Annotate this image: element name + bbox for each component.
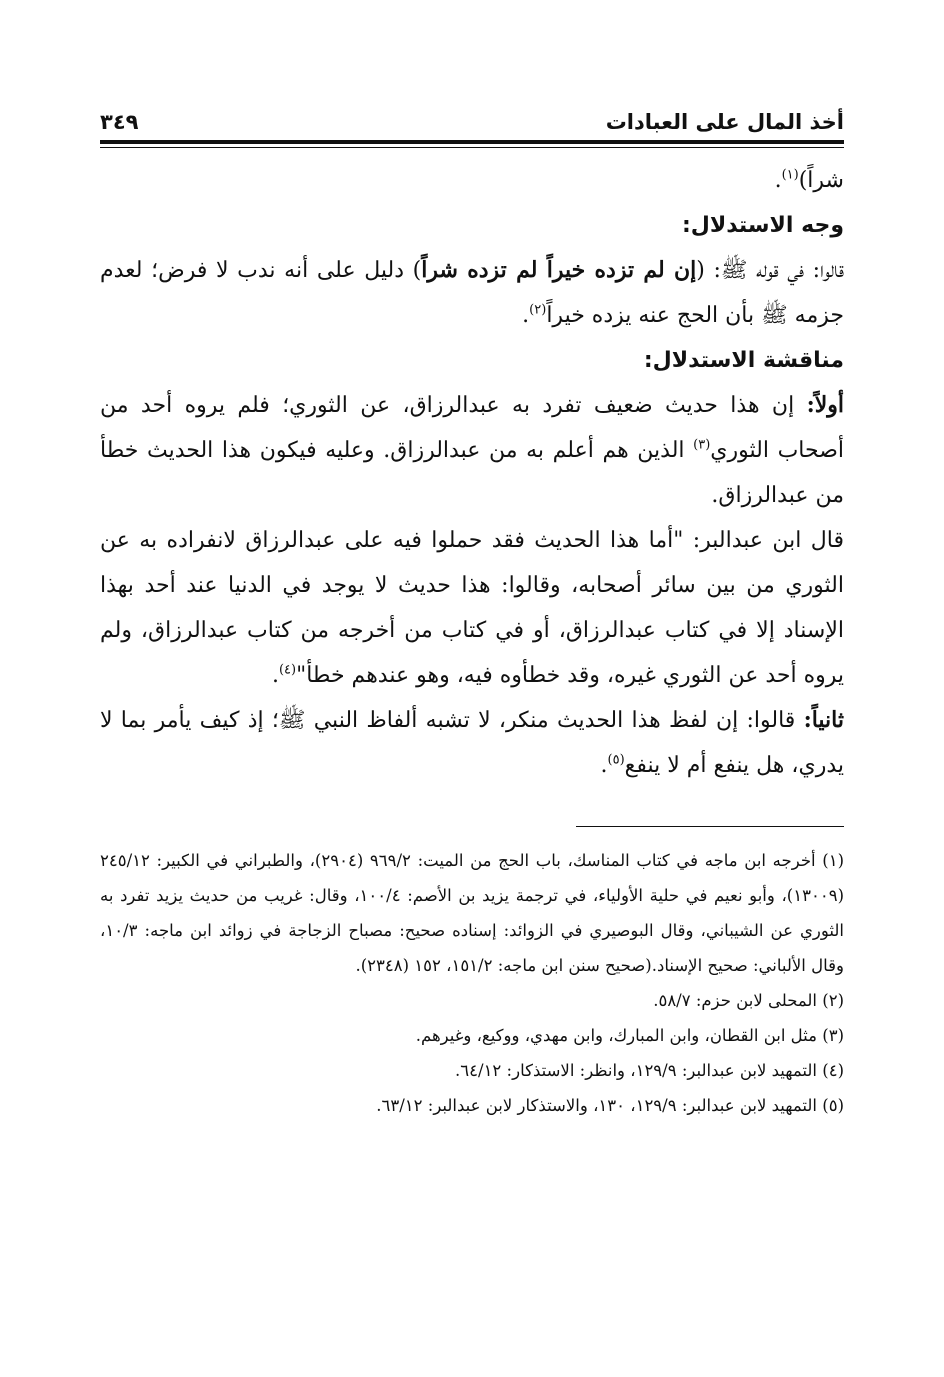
footnote-5: (٥) التمهيد لابن عبدالبر: ١٢٩/٩، ١٣٠، والاستذكار لابن عبدالبر: ٦٣/١٢.: [376, 1096, 844, 1115]
footnote-ref-2[interactable]: (٢): [529, 302, 547, 318]
paragraph-4-end: .: [271, 663, 279, 688]
paragraph-5-lead: ثانياً:: [803, 707, 844, 733]
footnote-ref-5[interactable]: (٥): [607, 752, 625, 768]
header-rule-thick: [100, 140, 844, 144]
paragraph-1-text: شراً): [798, 168, 844, 193]
book-page: [100, 100, 844, 1123]
header-rule-thin: [100, 147, 844, 148]
paragraph-2-text-c: ) دليل على أنه ندب لا فرض؛ لعدم جزمه ﷺ بأن الحج عنه يزده خيراً: [100, 258, 844, 328]
paragraph-1: [100, 158, 844, 203]
footnote-ref-1[interactable]: (١): [781, 167, 799, 183]
footnote-ref-3[interactable]: (٣): [693, 437, 711, 453]
running-header: [100, 100, 844, 134]
paragraph-4: [100, 518, 844, 698]
paragraph-5: [100, 698, 844, 788]
heading-discussion: مناقشة الاستدلال:: [643, 348, 844, 373]
main-text: [100, 158, 844, 788]
footnote-2: (٢) المحلى لابن حزم: ٥٨/٧.: [653, 991, 844, 1010]
header-title: أخذ المال على العبادات: [605, 110, 844, 134]
heading-evidence: وجه الاستدلال:: [681, 213, 844, 238]
paragraph-3-text-a: إن هذا حديث ضعيف تفرد به عبدالرزاق، عن الثوري؛ فلم يروه أحد من أصحاب الثوري: [100, 393, 844, 463]
paragraph-1-end: .: [774, 168, 782, 193]
paragraph-3-text-b: الذين هم أعلم به من عبدالرزاق. وعليه فيكون هذا الحديث خطأ من عبدالرزاق.: [100, 438, 844, 508]
paragraph-4-text: قال ابن عبدالبر: "أما هذا الحديث فقد حملوا فيه على عبدالرزاق لانفراده به عن الثوري من بين سائر أصحابه، وقالوا: هذا حديث لا يوجد في الدنيا عند أحد بهذا الإسناد إلا في كتاب عبدالرزاق، أو في كتاب من أخرجه من كتاب عبدالرزاق، ولم يروه أحد عن الثوري غيره، وقد خطأوه فيه، وهو عندهم خطأ": [100, 528, 844, 688]
paragraph-2-quote: إن لم تزده خيراً لم تزده شراً: [421, 257, 697, 283]
paragraph-2: [100, 248, 844, 338]
footnote-4: (٤) التمهيد لابن عبدالبر: ١٢٩/٩، وانظر: الاستذكار: ٦٤/١٢.: [455, 1061, 844, 1080]
paragraph-5-end: .: [600, 753, 608, 778]
paragraph-2-text-a: قالوا: في قوله ﷺ: (: [696, 258, 844, 283]
paragraph-5-text-a: قالوا: إن لفظ هذا الحديث منكر، لا تشبه ألفاظ النبي ﷺ؛ إذ كيف يأمر بما لا يدري، هل ينفع أم لا ينفع: [100, 708, 844, 778]
footnote-separator: [576, 826, 844, 827]
paragraph-2-end: .: [522, 303, 530, 328]
footnotes: [100, 843, 844, 1123]
footnote-ref-4[interactable]: (٤): [278, 662, 297, 678]
footnote-3: (٣) مثل ابن القطان، وابن المبارك، وابن مهدي، ووكيع، وغيرهم.: [415, 1026, 844, 1045]
page-number: ٣٤٩: [100, 110, 139, 134]
footnote-1: (١) أخرجه ابن ماجه في كتاب المناسك، باب الحج من الميت: ٩٦٩/٢ (٢٩٠٤)، والطبراني في الكبير: ٢٤٥/١٢ (١٣٠٠٩)، وأبو نعيم في حلية الأولياء، في ترجمة يزيد بن الأصم: ١٠٠/٤، وقال: غريب من حديث يزيد تفرد به الثوري عن الشيباني، وقال البوصيري في الزوائد: إسناده صحيح: مصباح الزجاجة في زوائد ابن ماجه: ١٠/٣، وقال الألباني: صحيح الإسناد.(صحيح سنن ابن ماجه: ١٥١/٢، ١٥٢ (٢٣٤٨).: [100, 851, 844, 975]
paragraph-3: [100, 383, 844, 518]
paragraph-3-lead: أولاً:: [806, 392, 844, 418]
